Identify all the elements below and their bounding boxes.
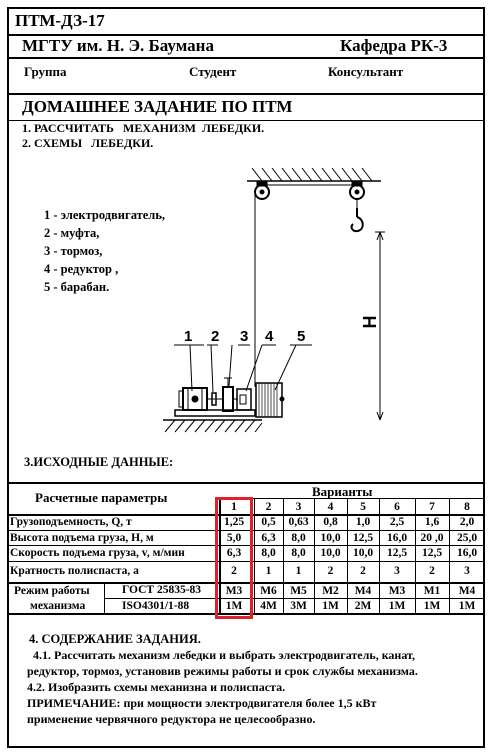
callout-lines: [174, 345, 312, 392]
legend-item: 1 - электродвигатель,: [44, 208, 166, 222]
table-cell: 1М: [458, 600, 476, 612]
variants-header-line: [219, 498, 485, 499]
callout-label-3: 3: [240, 328, 249, 345]
table-cell: 16,0: [456, 547, 478, 559]
contents-paragraph-1-line-2: редуктор, тормоз, установив режимы работы и срок службы механизма.: [27, 664, 418, 678]
row-label: Высота подъема груза, Н, м: [10, 532, 154, 544]
mode-standard-1: ГОСТ 25835-83: [122, 584, 202, 596]
hook: [352, 208, 363, 231]
callout-label-5: 5: [297, 328, 306, 345]
height-label: H: [360, 315, 380, 329]
consultant-label: Консультант: [328, 64, 404, 79]
variant-number: 5: [360, 501, 366, 513]
table-cell: 1: [295, 565, 302, 577]
table-cell: 0,5: [261, 516, 276, 528]
table-cell: 1М: [388, 600, 406, 612]
floor-hatch: [165, 420, 262, 432]
contents-title: 4. СОДЕРЖАНИЕ ЗАДАНИЯ.: [29, 632, 201, 646]
group-label: Группа: [24, 64, 67, 79]
mode-label-line2: механизма: [30, 600, 86, 612]
table-cell: 6,3: [226, 547, 242, 559]
variant-number: 6: [394, 501, 400, 513]
table-cell: М6: [260, 585, 277, 597]
contents-paragraph-2: 4.2. Изобразить схемы механизна и полиспаста.: [27, 680, 286, 694]
table-cell: 2: [429, 565, 435, 577]
task-item-1: 1. РАССЧИТАТЬ МЕХАНИЗМ ЛЕБЕДКИ.: [22, 121, 265, 135]
table-cell: 3М: [290, 600, 307, 612]
mode-standard-2: ISO4301/1-88: [122, 600, 190, 612]
variant-1-highlight: [215, 497, 253, 619]
table-cell: 10,0: [320, 547, 341, 559]
row-label: Скорость подъема груза, v, м/мин: [10, 547, 185, 559]
table-cell: 2,0: [459, 516, 475, 528]
table-cell: М4: [354, 585, 372, 597]
table-cell: 8,0: [261, 547, 276, 559]
table-cell: 1,0: [355, 516, 371, 528]
callout-label-4: 4: [265, 328, 274, 345]
brake: [223, 387, 233, 411]
table-cell: 2: [327, 565, 334, 577]
drum: [256, 383, 282, 417]
table-cell: 1М: [322, 600, 339, 612]
task-item-2: 2. СХЕМЫ ЛЕБЕДКИ.: [22, 136, 154, 150]
table-cell: 0,8: [323, 516, 338, 528]
note-line-2: применение червячного редуктора не целесообразно.: [27, 712, 316, 726]
table-cell: 2: [231, 565, 237, 577]
document-code: ПТМ-ДЗ-17: [15, 11, 105, 30]
table-cell: 3: [464, 565, 470, 577]
table-top-border: [7, 482, 485, 484]
department-name: Кафедра РК-3: [340, 36, 448, 55]
param-header: Расчетные параметры: [35, 490, 168, 505]
table-cell: 1М: [423, 600, 441, 612]
initial-data-title: 3.ИСХОДНЫЕ ДАННЫЕ:: [24, 455, 174, 469]
variant-number: 3: [295, 501, 302, 513]
table-cell: 1: [265, 565, 272, 577]
legend-item: 4 - редуктор ,: [44, 262, 119, 276]
variant-number: 8: [464, 501, 470, 513]
variant-number: 2: [265, 501, 272, 513]
variant-number: 4: [327, 501, 334, 513]
table-cell: 1,25: [223, 516, 245, 528]
table-cell: 2М: [354, 600, 372, 612]
student-label: Студент: [189, 64, 237, 79]
table-cell: 4М: [260, 600, 277, 612]
table-cell: 5,0: [226, 532, 242, 544]
page-title: ДОМАШНЕЕ ЗАДАНИЕ ПО ПТМ: [22, 97, 293, 116]
callout-label-2: 2: [211, 328, 220, 345]
ceiling-hatch: [252, 168, 372, 181]
contents-paragraph-1-line-1: 4.1. Рассчитать механизм лебедки и выбрать электродвигатель, канат,: [33, 648, 416, 662]
table-cell: 8,0: [291, 532, 306, 544]
table-cell: 8,0: [291, 547, 306, 559]
table-cell: М3: [388, 585, 406, 597]
university-name: МГТУ им. Н. Э. Баумана: [22, 36, 214, 55]
table-cell: 0,63: [288, 516, 309, 528]
table-cell: 20 ,0: [420, 532, 444, 544]
table-cell: 2,5: [389, 516, 405, 528]
row-label: Кратность полиспаста, а: [10, 565, 139, 577]
table-cell: 1М: [225, 600, 243, 612]
note-line-1: ПРИМЕЧАНИЕ: при мощности электродвигателя более 1,5 кВт: [27, 696, 377, 710]
row-line: [104, 598, 485, 599]
table-cell: М3: [225, 585, 243, 597]
reducer: [237, 389, 251, 410]
table-cell: 12,5: [352, 532, 374, 544]
col-line: [104, 582, 105, 613]
table-cell: 25,0: [456, 532, 478, 544]
table-cell: М5: [290, 585, 307, 597]
table-cell: 6,3: [261, 532, 276, 544]
table-cell: М4: [458, 585, 476, 597]
variant-number: 1: [231, 501, 237, 513]
variants-header: Варианты: [312, 484, 373, 499]
table-cell: 2: [360, 565, 366, 577]
row-label: Грузоподъемность, Q, т: [10, 516, 132, 528]
table-cell: 3: [394, 565, 400, 577]
callout-label-1: 1: [184, 328, 193, 345]
table-cell: 12,5: [421, 547, 443, 559]
table-cell: 10,0: [352, 547, 374, 559]
table-cell: 16,0: [386, 532, 408, 544]
table-cell: М1: [423, 585, 441, 597]
table-cell: 12,5: [386, 547, 408, 559]
legend-item: 2 - муфта,: [44, 226, 100, 240]
legend-item: 5 - барабан.: [44, 280, 110, 294]
legend-item: 3 - тормоз,: [44, 244, 103, 258]
mode-label-line1: Режим работы: [14, 585, 90, 597]
table-cell: 10,0: [320, 532, 341, 544]
table-cell: М2: [322, 585, 339, 597]
table-cell: 1,6: [424, 516, 440, 528]
variant-number: 7: [429, 501, 435, 513]
